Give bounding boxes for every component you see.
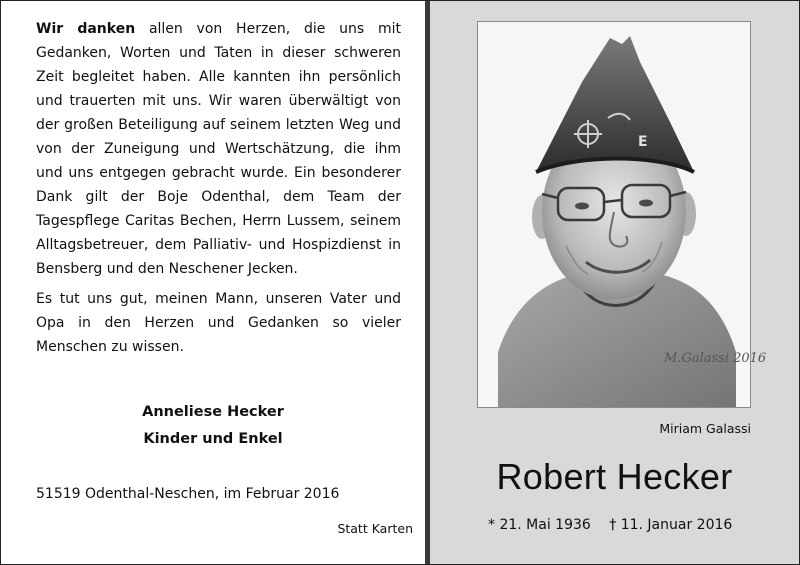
deceased-name: Robert Hecker	[496, 456, 733, 497]
place-date: 51519 Odenthal-Neschen, im Februar 2016	[36, 486, 340, 502]
thanks-paragraph-1	[36, 17, 401, 281]
thanks-paragraph-1-text: allen von Herzen, die uns mit Gedanken, Worten und Taten in dieser schweren Zeit begleitet haben. Alle kannten ihn persönlich und trauerten mit uns. Wir waren überwältigt von der großen Beteiligung auf seinem letzten Weg und von der Zuneigung und Wertschätzung, die ihm und uns entgegen gebracht wurde. Ein besonderer Dank gilt der Boje Odenthal, dem Team der Tagespflege Caritas Bechen, Herrn Lussem, seinem Alltagsbetreuer, dem Palliativ- und Hospizdienst in Bensberg und den Neschener Jecken.	[36, 21, 401, 277]
death-symbol: †	[609, 517, 617, 533]
life-dates	[488, 517, 732, 533]
artist-signature: M.Galassi 2016	[664, 351, 767, 366]
signature-name: Anneliese Hecker	[142, 404, 284, 420]
thanks-paragraph-2: Es tut uns gut, meinen Mann, unseren Vater und Opa in den Herzen und Gedanken so vieler Menschen zu wissen.	[36, 291, 401, 355]
portrait-drawing	[478, 22, 767, 407]
signature-family: Kinder und Enkel	[143, 431, 283, 447]
svg-text:E: E	[638, 134, 648, 150]
death-date: 11. Januar 2016	[620, 517, 733, 533]
thanks-panel	[1, 1, 425, 564]
birth-date: 21. Mai 1936	[499, 517, 591, 533]
portrait-credit: Miriam Galassi	[659, 421, 751, 436]
statt-karten-label: Statt Karten	[337, 521, 413, 536]
memorial-panel	[430, 1, 799, 564]
thanks-lead: Wir danken	[36, 21, 136, 37]
birth-symbol: *	[488, 517, 495, 533]
portrait-frame	[477, 21, 767, 408]
